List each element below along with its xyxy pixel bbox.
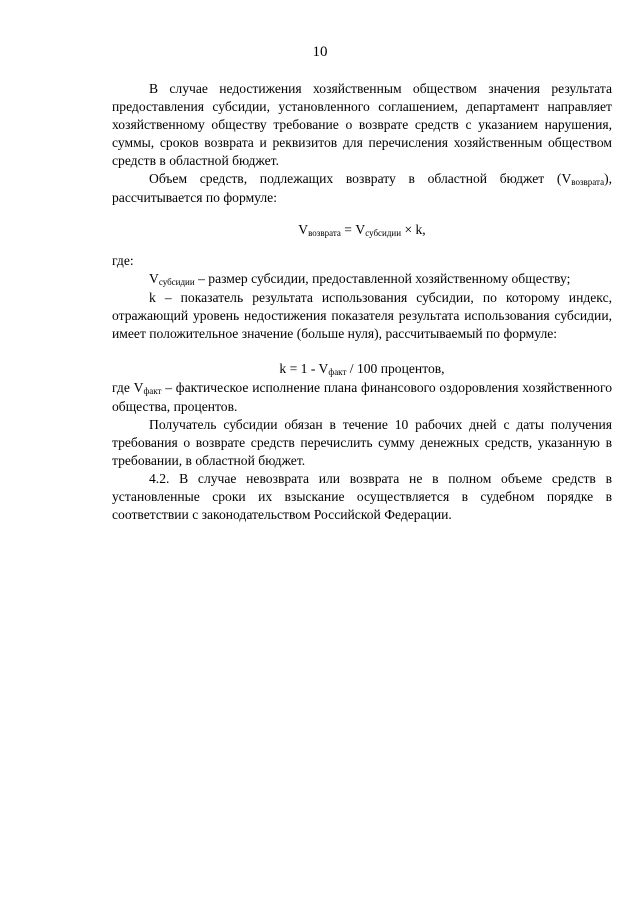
definition-vfact-head: где V bbox=[112, 380, 144, 395]
definition-vfact bbox=[112, 379, 612, 416]
definition-subsidy bbox=[112, 270, 612, 289]
formula-k-sub: факт bbox=[328, 367, 347, 377]
formula-refund-tail: × k, bbox=[401, 222, 426, 237]
formula-k-tail: / 100 процентов, bbox=[346, 361, 445, 376]
paragraph-4-2: 4.2. В случае невозврата или возврата не в полном объеме средств в установленные сроки их взыскание осуществляется в судебном порядке в соответствии с законодательством Российской Федерации. bbox=[112, 471, 612, 522]
formula-refund bbox=[112, 221, 612, 240]
page-number: 10 bbox=[312, 44, 328, 60]
formula-k bbox=[112, 360, 612, 379]
document-body bbox=[112, 80, 612, 524]
paragraph-recipient-obligation: Получатель субсидии обязан в течение 10 рабочих дней с даты получения требования о возврате средств перечислить сумму денежных средств, указанную в требовании, в областной бюджет. bbox=[112, 417, 612, 468]
where-label: где: bbox=[112, 253, 134, 268]
refund-volume-subscript: возврата bbox=[571, 177, 605, 187]
paragraph-requirement-notice: В случае недостижения хозяйственным обществом значения результата предоставления субсидии, установленного соглашением, департамент направляет хозяйственному обществу требование о возврате средств с указанием нарушения, суммы, сроков возврата и реквизитов для перечисления хозяйственным обществом средств в областной бюджет. bbox=[112, 81, 612, 168]
refund-volume-text-start: Объем средств, подлежащих возврату в областной бюджет (V bbox=[149, 171, 572, 186]
formula-refund-eq: = V bbox=[340, 222, 366, 237]
formula-refund-lhs-sub: возврата bbox=[308, 228, 341, 238]
formula-k-head: k = 1 - V bbox=[279, 361, 329, 376]
definition-subsidy-symbol: V bbox=[149, 271, 159, 286]
formula-refund-rhs-sub: субсидии bbox=[365, 228, 402, 238]
definition-vfact-sub: факт bbox=[143, 386, 162, 396]
paragraph-refund-volume bbox=[112, 170, 612, 207]
definition-subsidy-text: – размер субсидии, предоставленной хозяйственному обществу; bbox=[194, 271, 571, 286]
definition-subsidy-sub: субсидии bbox=[158, 277, 195, 287]
formula-refund-lhs: V bbox=[298, 222, 309, 237]
refund-volume-text-end: ), рассчитывается по формуле: bbox=[112, 171, 612, 205]
definition-vfact-text: – фактическое исполнение плана финансового оздоровления хозяйственного общества, процентов. bbox=[112, 380, 612, 414]
definition-k: k – показатель результата использования субсидии, по которому индекс, отражающий уровень недостижения показателя результата использования субсидии, имеет положительное значение (больше нуля), рассчитываемый по формуле: bbox=[112, 290, 612, 341]
